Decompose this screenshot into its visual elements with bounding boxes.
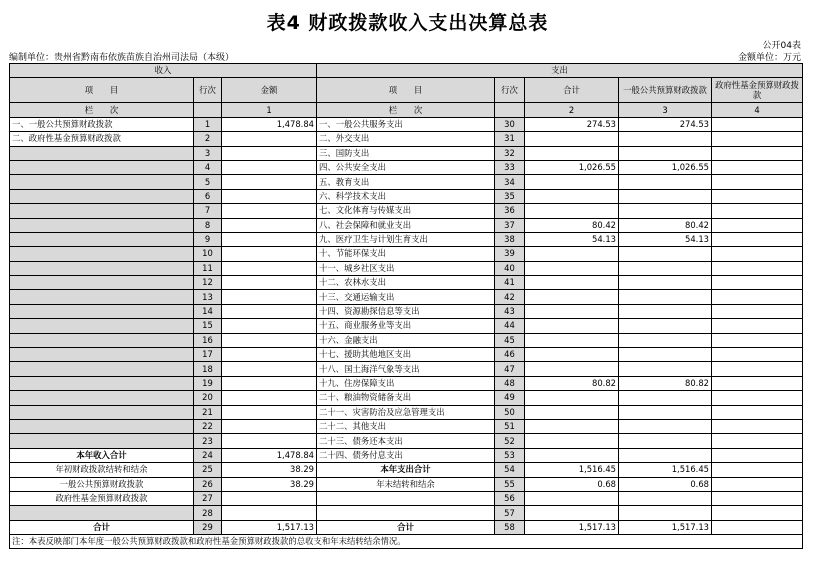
expense-total-cell [525,132,619,146]
expense-rowno-cell: 47 [495,362,525,376]
expense-rowno-cell: 32 [495,146,525,160]
table-row [10,132,803,146]
expense-item-cell: 十七、援助其他地区支出 [317,348,495,362]
table-row [10,362,803,376]
expense-general-cell [619,491,712,505]
expense-rowno-cell: 39 [495,247,525,261]
expense-general-cell: 0.68 [619,477,712,491]
income-amount-cell [222,290,317,304]
table-row [10,175,803,189]
expense-rowno-cell: 33 [495,160,525,174]
expense-fund-cell [712,463,803,477]
expense-total-cell [525,304,619,318]
expense-general-cell [619,333,712,347]
expense-item-cell: 八、社会保障和就业支出 [317,218,495,232]
footnote-row [10,535,803,549]
unit-money: 金额单位：万元 [737,53,801,63]
expense-header: 支出 [317,64,803,78]
expense-rowno-header: 行次 [495,78,525,103]
income-amount-cell: 1,478.84 [222,117,317,131]
expense-rowno-cell: 49 [495,391,525,405]
income-item-cell [10,333,194,347]
expense-fund-cell [712,520,803,534]
expense-total-cell [525,175,619,189]
income-amount-cell [222,261,317,275]
expense-fund-cell [712,160,803,174]
expense-item-cell [317,506,495,520]
expense-rowno-cell: 57 [495,506,525,520]
expense-item-cell: 二十三、债务还本支出 [317,434,495,448]
expense-fund-cell [712,232,803,246]
expense-total-cell [525,506,619,520]
expense-general-cell [619,276,712,290]
expense-fund-cell [712,419,803,433]
table-row [10,391,803,405]
expense-total-cell: 1,516.45 [525,463,619,477]
income-rowno-cell: 5 [194,175,222,189]
expense-total-cell: 274.53 [525,117,619,131]
expense-rowno-cell: 52 [495,434,525,448]
income-item-cell [10,175,194,189]
expense-rowno-cell: 30 [495,117,525,131]
income-item-cell [10,146,194,160]
fund-budget-header: 政府性基金预算财政拨款 [712,78,803,103]
expense-item-cell: 年末结转和结余 [317,477,495,491]
expense-fund-cell [712,491,803,505]
expense-total-cell: 54.13 [525,232,619,246]
expense-total-cell [525,189,619,203]
income-item-cell [10,405,194,419]
expense-general-cell [619,362,712,376]
unit-org: 编制单位：贵州省黔南布依族苗族自治州司法局（本级） [9,53,235,63]
income-rowno-cell: 2 [194,132,222,146]
income-rowno-cell: 24 [194,448,222,462]
expense-total-cell [525,276,619,290]
header-row-3 [10,103,803,117]
income-rowno-cell: 14 [194,304,222,318]
expense-fund-cell [712,218,803,232]
table-row [10,247,803,261]
income-rowno-cell: 23 [194,434,222,448]
expense-fund-cell [712,304,803,318]
col-1-label: 1 [222,103,317,117]
expense-general-cell [619,419,712,433]
expense-total-cell [525,391,619,405]
income-item-cell [10,247,194,261]
table-row [10,434,803,448]
income-item-cell [10,391,194,405]
expense-item-cell: 二十、粮油物资储备支出 [317,391,495,405]
expense-rowno-cell: 36 [495,204,525,218]
expense-fund-cell [712,333,803,347]
income-item-cell: 二、政府性基金预算财政拨款 [10,132,194,146]
expense-fund-cell [712,290,803,304]
expense-general-cell [619,304,712,318]
expense-fund-cell [712,506,803,520]
expense-fund-cell [712,189,803,203]
income-amount-cell [222,175,317,189]
income-amount-cell [222,419,317,433]
expense-rowno-cell: 34 [495,175,525,189]
income-item-cell [10,160,194,174]
expense-item-cell: 本年支出合计 [317,463,495,477]
income-item-cell [10,434,194,448]
income-amount-cell [222,434,317,448]
income-rowno-cell: 28 [194,506,222,520]
budget-table [9,63,803,549]
income-rowno-cell: 13 [194,290,222,304]
expense-rowno-cell: 51 [495,419,525,433]
expense-item-cell: 十三、交通运输支出 [317,290,495,304]
income-rowno-cell: 25 [194,463,222,477]
income-item-cell [10,189,194,203]
expense-rowno-cell: 46 [495,348,525,362]
expense-rowno-cell: 43 [495,304,525,318]
expense-fund-cell [712,175,803,189]
income-rowno-cell: 12 [194,276,222,290]
income-amount-cell [222,362,317,376]
footnote: 注：本表反映部门本年度一般公共预算财政拨款和政府性基金预算财政拨款的总收支和年末结转结余情况。 [10,535,803,549]
income-rowno-cell: 22 [194,419,222,433]
income-item-cell: 合计 [10,520,194,534]
expense-fund-cell [712,261,803,275]
income-rowno-cell: 9 [194,232,222,246]
table-row [10,232,803,246]
expense-rowno-cell: 53 [495,448,525,462]
expense-item-cell: 三、国防支出 [317,146,495,160]
expense-general-cell: 54.13 [619,232,712,246]
general-budget-header: 一般公共预算财政拨款 [619,78,712,103]
income-amount-cell [222,333,317,347]
income-amount-cell [222,348,317,362]
expense-total-cell: 80.42 [525,218,619,232]
expense-item-cell: 合计 [317,520,495,534]
expense-total-cell [525,290,619,304]
expense-total-cell [525,333,619,347]
header-row-2 [10,78,803,103]
expense-item-cell: 二十四、债务付息支出 [317,448,495,462]
income-rowno-cell: 8 [194,218,222,232]
income-item-cell: 本年收入合计 [10,448,194,462]
expense-item-cell: 十五、商业服务业等支出 [317,319,495,333]
expense-general-cell [619,175,712,189]
income-item-cell [10,276,194,290]
expense-fund-cell [712,204,803,218]
expense-item-cell: 一、一般公共服务支出 [317,117,495,131]
expense-general-cell: 274.53 [619,117,712,131]
expense-rowno-cell: 42 [495,290,525,304]
income-amount-cell [222,276,317,290]
expense-item-cell: 十一、城乡社区支出 [317,261,495,275]
expense-rowno-cell: 45 [495,333,525,347]
expense-general-cell: 1,516.45 [619,463,712,477]
expense-total-cell: 1,026.55 [525,160,619,174]
expense-general-cell [619,448,712,462]
table-row [10,189,803,203]
income-item-cell [10,261,194,275]
income-amount-cell [222,376,317,390]
table-row [10,160,803,174]
expense-fund-cell [712,391,803,405]
table-row [10,204,803,218]
expense-item-cell: 十四、资源勘探信息等支出 [317,304,495,318]
income-rowno-cell: 20 [194,391,222,405]
expense-rowno-cell: 35 [495,189,525,203]
income-item-header: 项 目 [10,78,194,103]
expense-item-cell: 十二、农林水支出 [317,276,495,290]
expense-item-cell: 二十二、其他支出 [317,419,495,433]
table-row [10,405,803,419]
income-amount-cell [222,319,317,333]
table-row [10,376,803,390]
income-rowno-cell: 4 [194,160,222,174]
expense-fund-cell [712,319,803,333]
income-amount-cell [222,218,317,232]
expense-general-cell: 1,026.55 [619,160,712,174]
expense-item-cell: 十、节能环保支出 [317,247,495,261]
expense-total-cell [525,419,619,433]
income-rowno-cell: 6 [194,189,222,203]
income-item-cell [10,232,194,246]
expense-fund-cell [712,247,803,261]
expense-total-cell [525,448,619,462]
expense-rowno-cell: 48 [495,376,525,390]
income-lanci-blank [194,103,222,117]
income-amount-cell [222,247,317,261]
income-item-cell [10,376,194,390]
expense-rowno-cell: 40 [495,261,525,275]
income-amount-cell: 38.29 [222,463,317,477]
expense-lanci-blank [495,103,525,117]
income-rowno-header: 行次 [194,78,222,103]
expense-lanci: 栏 次 [317,103,495,117]
income-item-cell [10,204,194,218]
expense-general-cell: 80.42 [619,218,712,232]
expense-general-cell [619,348,712,362]
expense-total-cell [525,491,619,505]
expense-general-cell [619,189,712,203]
expense-total-cell: 1,517.13 [525,520,619,534]
expense-fund-cell [712,117,803,131]
expense-total-cell [525,348,619,362]
expense-total-cell [525,405,619,419]
income-header: 收入 [10,64,317,78]
page-title: 表4 财政拨款收入支出决算总表 [266,12,549,34]
income-item-cell [10,218,194,232]
expense-fund-cell [712,477,803,491]
income-item-cell [10,348,194,362]
expense-general-cell [619,132,712,146]
expense-item-cell: 九、医疗卫生与计划生育支出 [317,232,495,246]
expense-general-cell [619,204,712,218]
expense-total-cell [525,434,619,448]
expense-item-cell: 七、文化体育与传媒支出 [317,204,495,218]
income-amount-cell [222,491,317,505]
expense-total-cell [525,362,619,376]
expense-fund-cell [712,376,803,390]
expense-general-cell [619,434,712,448]
expense-rowno-cell: 54 [495,463,525,477]
expense-rowno-cell: 44 [495,319,525,333]
expense-total-cell: 80.82 [525,376,619,390]
income-item-cell [10,319,194,333]
income-amount-cell [222,132,317,146]
income-amount-cell: 1,478.84 [222,448,317,462]
table-row [10,491,803,505]
income-lanci: 栏 次 [10,103,194,117]
table-row [10,520,803,534]
expense-item-cell: 五、教育支出 [317,175,495,189]
income-rowno-cell: 10 [194,247,222,261]
income-amount-cell [222,204,317,218]
income-amount-cell [222,506,317,520]
income-rowno-cell: 29 [194,520,222,534]
header-row-1 [10,64,803,78]
income-amount-cell [222,232,317,246]
income-amount-cell: 1,517.13 [222,520,317,534]
income-item-cell: 政府性基金预算财政拨款 [10,491,194,505]
income-rowno-cell: 15 [194,319,222,333]
expense-general-cell: 80.82 [619,376,712,390]
expense-general-cell [619,319,712,333]
expense-total-cell: 0.68 [525,477,619,491]
income-rowno-cell: 19 [194,376,222,390]
income-item-cell [10,506,194,520]
expense-rowno-cell: 37 [495,218,525,232]
income-rowno-cell: 17 [194,348,222,362]
income-amount-cell: 38.29 [222,477,317,491]
col-3-label: 3 [619,103,712,117]
expense-fund-cell [712,348,803,362]
income-item-cell [10,362,194,376]
expense-item-cell: 四、公共安全支出 [317,160,495,174]
income-amount-cell [222,189,317,203]
income-rowno-cell: 26 [194,477,222,491]
expense-item-cell: 六、科学技术支出 [317,189,495,203]
income-amount-cell [222,405,317,419]
income-item-cell [10,419,194,433]
table-row [10,117,803,131]
total-header: 合计 [525,78,619,103]
expense-total-cell [525,319,619,333]
table-row [10,319,803,333]
income-rowno-cell: 1 [194,117,222,131]
expense-total-cell [525,247,619,261]
expense-general-cell [619,247,712,261]
expense-total-cell [525,146,619,160]
table-row [10,146,803,160]
income-item-cell: 一般公共预算财政拨款 [10,477,194,491]
table-code: 公开04表 [762,41,801,51]
expense-rowno-cell: 31 [495,132,525,146]
col-2-label: 2 [525,103,619,117]
expense-fund-cell [712,405,803,419]
table-row [10,304,803,318]
expense-item-header: 项 目 [317,78,495,103]
expense-fund-cell [712,146,803,160]
income-item-cell: 一、一般公共预算财政拨款 [10,117,194,131]
expense-general-cell [619,405,712,419]
table-row [10,448,803,462]
expense-rowno-cell: 50 [495,405,525,419]
expense-item-cell [317,491,495,505]
table-row [10,333,803,347]
expense-fund-cell [712,362,803,376]
expense-item-cell: 十九、住房保障支出 [317,376,495,390]
expense-rowno-cell: 55 [495,477,525,491]
income-item-cell [10,304,194,318]
income-rowno-cell: 27 [194,491,222,505]
expense-item-cell: 二十一、灾害防治及应急管理支出 [317,405,495,419]
expense-item-cell: 十八、国土海洋气象等支出 [317,362,495,376]
income-rowno-cell: 11 [194,261,222,275]
expense-item-cell: 十六、金融支出 [317,333,495,347]
unit-row [9,50,801,63]
table-row [10,477,803,491]
expense-fund-cell [712,132,803,146]
expense-general-cell [619,391,712,405]
table-row [10,419,803,433]
expense-general-cell [619,146,712,160]
income-amount-cell [222,391,317,405]
table-row [10,290,803,304]
table-row [10,261,803,275]
table-row [10,218,803,232]
table-row [10,463,803,477]
expense-general-cell [619,290,712,304]
income-amount-cell [222,160,317,174]
expense-rowno-cell: 58 [495,520,525,534]
col-4-label: 4 [712,103,803,117]
expense-general-cell: 1,517.13 [619,520,712,534]
income-item-cell: 年初财政拨款结转和结余 [10,463,194,477]
expense-rowno-cell: 38 [495,232,525,246]
expense-fund-cell [712,434,803,448]
income-item-cell [10,290,194,304]
expense-total-cell [525,261,619,275]
income-amount-cell [222,304,317,318]
expense-general-cell [619,506,712,520]
income-rowno-cell: 21 [194,405,222,419]
expense-fund-cell [712,448,803,462]
table-row [10,506,803,520]
expense-rowno-cell: 41 [495,276,525,290]
income-rowno-cell: 7 [194,204,222,218]
income-amount-header: 金额 [222,78,317,103]
table-row [10,348,803,362]
income-rowno-cell: 18 [194,362,222,376]
expense-item-cell: 二、外交支出 [317,132,495,146]
expense-general-cell [619,261,712,275]
expense-fund-cell [712,276,803,290]
expense-rowno-cell: 56 [495,491,525,505]
income-rowno-cell: 16 [194,333,222,347]
expense-total-cell [525,204,619,218]
table-row [10,276,803,290]
income-amount-cell [222,146,317,160]
income-rowno-cell: 3 [194,146,222,160]
